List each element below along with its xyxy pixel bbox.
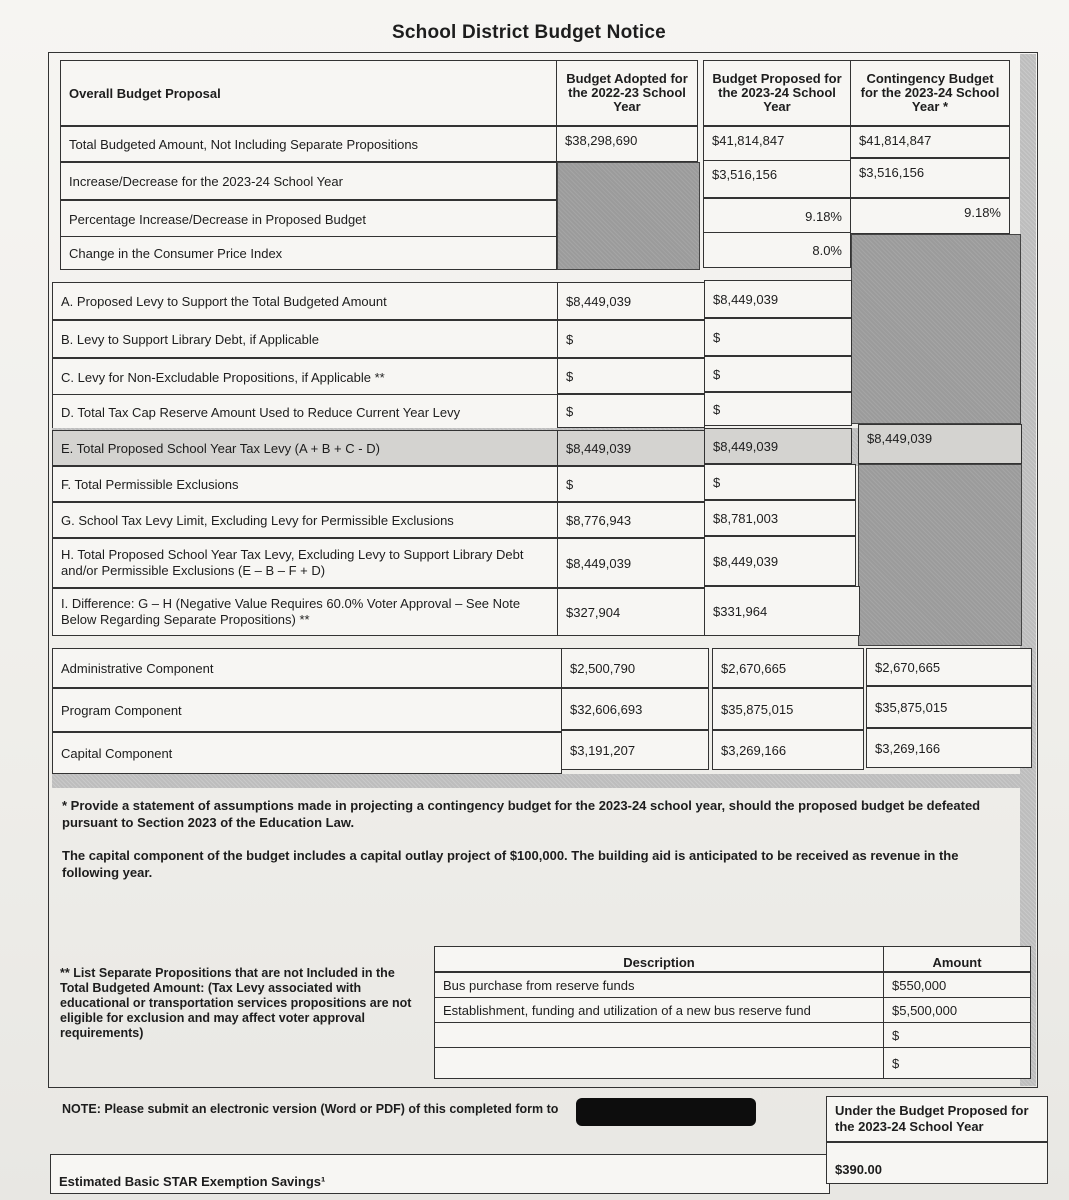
levy-i-proposed: $331,964	[704, 586, 860, 636]
summary-increase-contingency: $3,516,156	[850, 158, 1010, 198]
under-budget-header: Under the Budget Proposed for the 2023-24 School Year	[826, 1096, 1048, 1142]
header-proposed-2023-24: Budget Proposed for the 2023-24 School Year	[703, 60, 851, 126]
page-title: School District Budget Notice	[392, 22, 666, 43]
proposition-row-3-amount: $	[883, 1022, 1031, 1048]
summary-total-proposed: $41,814,847	[703, 126, 851, 162]
component-program-contingency: $35,875,015	[866, 686, 1032, 728]
levy-h-adopted: $8,449,039	[557, 538, 705, 588]
component-admin-contingency: $2,670,665	[866, 648, 1032, 686]
levy-label-e: E. Total Proposed School Year Tax Levy (A + B + C - D)	[52, 430, 558, 466]
propositions-amount-header: Amount	[883, 946, 1031, 972]
levy-i-adopted: $327,904	[557, 588, 705, 636]
levy-c-proposed: $	[704, 356, 852, 392]
levy-a-adopted: $8,449,039	[557, 282, 705, 320]
summary-total-contingency: $41,814,847	[850, 126, 1010, 158]
levy-e-contingency: $8,449,039	[858, 424, 1022, 464]
redaction-bar	[576, 1098, 756, 1126]
component-program-adopted: $32,606,693	[561, 688, 709, 730]
component-admin-proposed: $2,670,665	[712, 648, 864, 688]
header-contingency-2023-24: Contingency Budget for the 2023-24 School Year *	[850, 60, 1010, 126]
levy-h-proposed: $8,449,039	[704, 536, 856, 586]
levy-label-f: F. Total Permissible Exclusions	[52, 466, 558, 502]
proposition-row-4-desc	[434, 1047, 884, 1079]
levy-a-proposed: $8,449,039	[704, 280, 852, 318]
star-exemption-label: Estimated Basic STAR Exemption Savings¹	[50, 1154, 830, 1194]
header-overall: Overall Budget Proposal	[60, 60, 557, 126]
summary-cpi-contingency-shaded	[851, 234, 1021, 424]
note-assumptions: * Provide a statement of assumptions made in projecting a contingency budget for the 2023-24 school year, should the proposed budget be defeated pursuant to Section 2023 of the Education Law.	[62, 798, 981, 830]
levy-e-adopted: $8,449,039	[557, 430, 705, 466]
summary-percentage-contingency: 9.18%	[850, 198, 1010, 234]
component-label-capital: Capital Component	[52, 732, 562, 774]
levy-label-c: C. Levy for Non-Excludable Propositions, if Applicable **	[52, 358, 558, 396]
levy-g-adopted: $8,776,943	[557, 502, 705, 538]
levy-e-proposed: $8,449,039	[704, 428, 852, 464]
levy-label-d: D. Total Tax Cap Reserve Amount Used to Reduce Current Year Levy	[52, 394, 558, 430]
star-exemption-value: $390.00	[826, 1142, 1048, 1184]
levy-g-proposed: $8,781,003	[704, 500, 856, 536]
propositions-desc-header: Description	[434, 946, 884, 972]
levy-d-proposed: $	[704, 392, 852, 426]
summary-cpi-proposed: 8.0%	[703, 232, 851, 268]
summary-total-adopted: $38,298,690	[556, 126, 698, 162]
summary-label-total: Total Budgeted Amount, Not Including Separate Propositions	[60, 126, 557, 162]
component-admin-adopted: $2,500,790	[561, 648, 709, 688]
component-program-proposed: $35,875,015	[712, 688, 864, 730]
levy-label-h: H. Total Proposed School Year Tax Levy, Excluding Levy to Support Library Debt and/or Permissible Exclusions (E – B – F + D)	[52, 538, 558, 588]
propositions-intro: ** List Separate Propositions that are not Included in the Total Budgeted Amount: (Tax Levy associated with educational or transportation services propositions are not eligible for exclusion and may affect voter approval requirements)	[60, 966, 412, 1040]
levy-label-i: I. Difference: G – H (Negative Value Requires 60.0% Voter Approval – See Note Below Regarding Separate Propositions) **	[52, 588, 558, 636]
summary-increase-proposed: $3,516,156	[703, 160, 851, 198]
proposition-row-3-desc	[434, 1022, 884, 1048]
component-label-admin: Administrative Component	[52, 648, 562, 688]
proposition-row-2-desc: Establishment, funding and utilization of a new bus reserve fund	[434, 997, 884, 1023]
levy-label-g: G. School Tax Levy Limit, Excluding Levy for Permissible Exclusions	[52, 502, 558, 538]
frame-shade-right	[1020, 54, 1036, 1086]
component-capital-contingency: $3,269,166	[866, 728, 1032, 768]
levy-f-adopted: $	[557, 466, 705, 502]
levy-contingency-shaded	[858, 464, 1022, 646]
header-adopted-2022-23: Budget Adopted for the 2022-23 School Year	[556, 60, 698, 126]
levy-c-adopted: $	[557, 358, 705, 394]
levy-label-b: B. Levy to Support Library Debt, if Applicable	[52, 320, 558, 358]
levy-b-adopted: $	[557, 320, 705, 358]
summary-percentage-proposed: 9.18%	[703, 198, 851, 234]
levy-f-proposed: $	[704, 464, 856, 500]
summary-increase-adopted-shaded	[557, 162, 700, 270]
proposition-row-1-amount: $550,000	[883, 972, 1031, 998]
proposition-row-4-amount: $	[883, 1047, 1031, 1079]
levy-label-a: A. Proposed Levy to Support the Total Budgeted Amount	[52, 282, 558, 320]
summary-label-percentage: Percentage Increase/Decrease in Proposed Budget	[60, 200, 557, 238]
levy-d-adopted: $	[557, 394, 705, 428]
component-label-program: Program Component	[52, 688, 562, 732]
note-capital: The capital component of the budget includes a capital outlay project of $100,000. The building aid is anticipated to be received as revenue in the following year.	[62, 848, 959, 880]
proposition-row-2-amount: $5,500,000	[883, 997, 1031, 1023]
component-capital-proposed: $3,269,166	[712, 730, 864, 770]
summary-label-increase: Increase/Decrease for the 2023-24 School Year	[60, 162, 557, 200]
divider-shade	[52, 774, 1036, 788]
levy-b-proposed: $	[704, 318, 852, 356]
submission-note: NOTE: Please submit an electronic version (Word or PDF) of this completed form to	[62, 1102, 559, 1116]
component-capital-adopted: $3,191,207	[561, 730, 709, 770]
summary-label-cpi: Change in the Consumer Price Index	[60, 236, 557, 270]
proposition-row-1-desc: Bus purchase from reserve funds	[434, 972, 884, 998]
